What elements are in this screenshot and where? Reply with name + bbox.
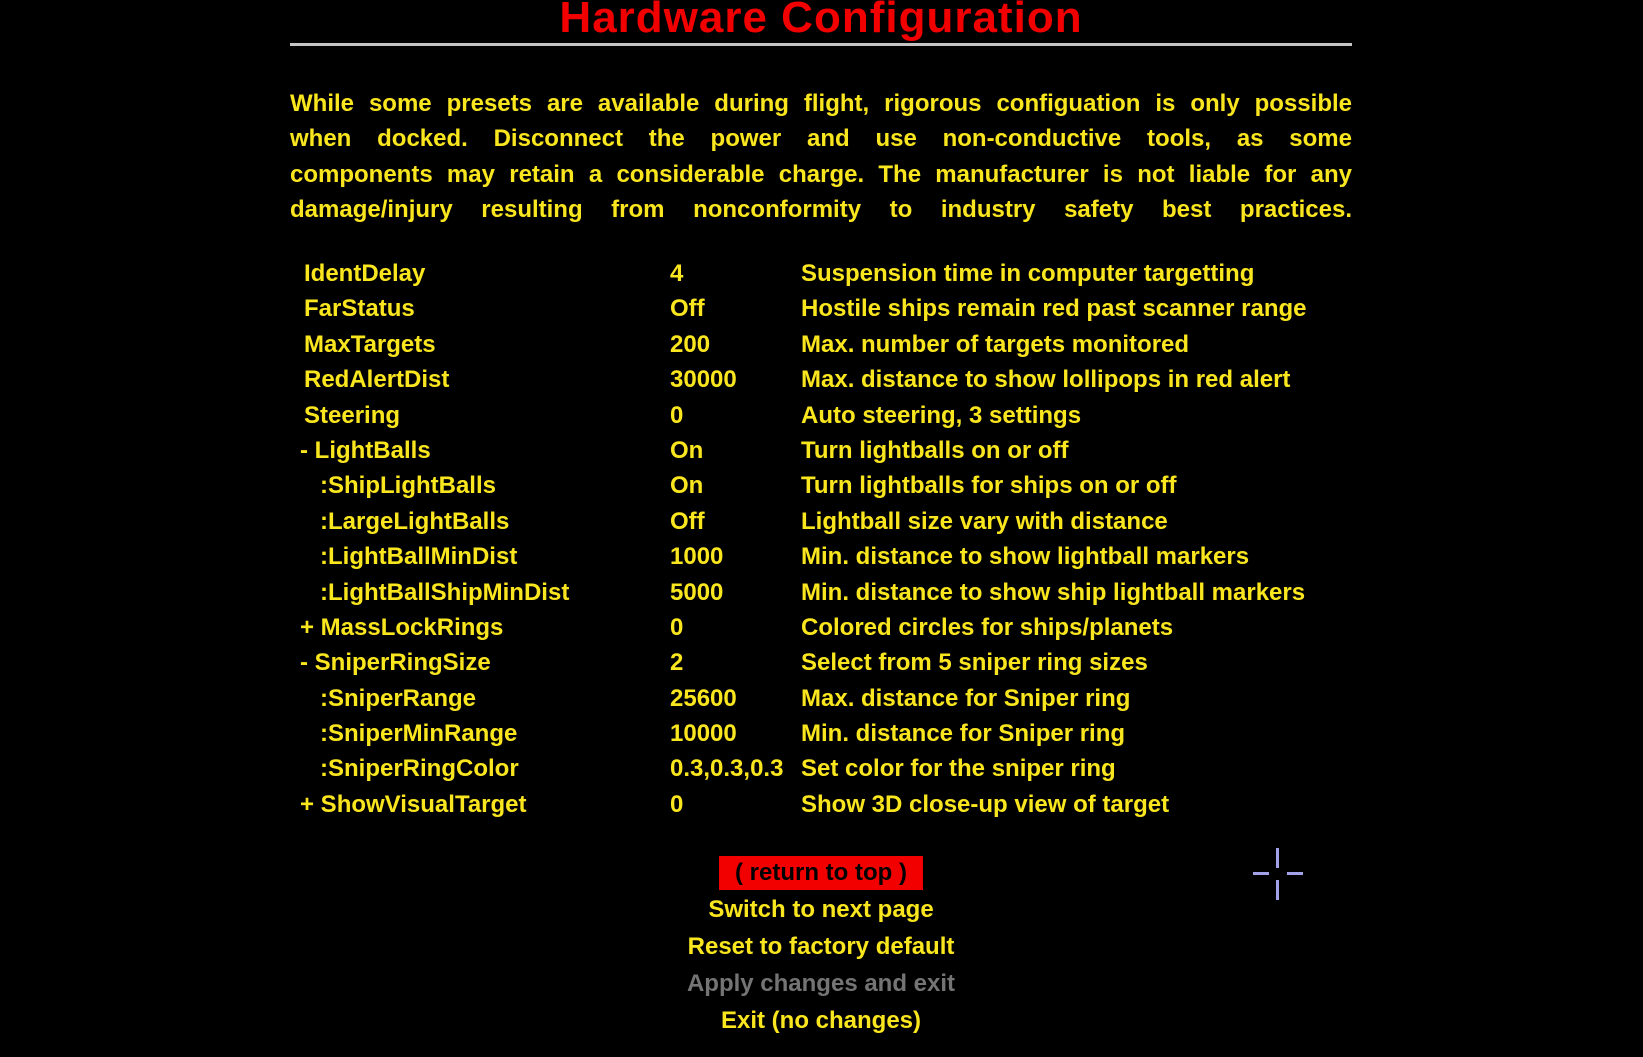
setting-value: 2 xyxy=(670,649,684,677)
setting-row-sniperringsize[interactable] xyxy=(290,645,1352,680)
setting-row-sniperminrange[interactable] xyxy=(290,716,1352,751)
crosshair-left-arm xyxy=(1253,872,1269,875)
setting-desc: Select from 5 sniper ring sizes xyxy=(801,649,1148,677)
setting-name: FarStatus xyxy=(304,295,415,323)
setting-name: - LightBalls xyxy=(300,436,431,464)
setting-name: :SniperRingColor xyxy=(320,755,519,783)
setting-row-identdelay[interactable] xyxy=(290,256,1352,291)
setting-name: + MassLockRings xyxy=(300,613,504,641)
crosshair-right-arm xyxy=(1287,872,1303,875)
setting-desc: Lightball size vary with distance xyxy=(801,507,1168,535)
menu-item-exit-no-changes[interactable]: Exit (no changes) xyxy=(720,1007,922,1034)
setting-row-farstatus[interactable] xyxy=(290,291,1352,326)
setting-name: MaxTargets xyxy=(304,330,436,358)
menu-item-label: ( return to top ) xyxy=(719,856,923,890)
setting-name: :SniperMinRange xyxy=(320,720,518,748)
intro-line: damage/injury resulting from nonconformity to industry safety best practices. xyxy=(290,196,1352,224)
setting-name: :ShipLightBalls xyxy=(320,472,496,500)
setting-value: 25600 xyxy=(670,684,737,712)
setting-name: RedAlertDist xyxy=(304,366,450,394)
title-divider xyxy=(290,43,1352,46)
setting-desc: Max. distance to show lollipops in red alert xyxy=(801,366,1291,394)
settings-table xyxy=(290,256,1352,822)
setting-value: Off xyxy=(670,507,705,535)
content-area xyxy=(290,0,1352,1057)
bottom-menu xyxy=(290,856,1352,1041)
setting-desc: Colored circles for ships/planets xyxy=(801,613,1174,641)
setting-desc: Turn lightballs on or off xyxy=(801,436,1069,464)
setting-desc: Show 3D close-up view of target xyxy=(801,790,1170,818)
setting-name: :LightBallMinDist xyxy=(320,543,518,571)
setting-row-steering[interactable] xyxy=(290,398,1352,433)
intro-line: when docked. Disconnect the power and use non-conductive tools, as some xyxy=(290,125,1352,153)
setting-desc: Min. distance to show ship lightball markers xyxy=(801,578,1306,606)
setting-value: On xyxy=(670,472,704,500)
setting-name: :SniperRange xyxy=(320,684,477,712)
setting-row-masslockrings[interactable] xyxy=(290,610,1352,645)
setting-row-sniperrange[interactable] xyxy=(290,681,1352,716)
setting-name: :LargeLightBalls xyxy=(320,507,510,535)
crosshair-cursor xyxy=(1253,848,1303,900)
setting-desc: Suspension time in computer targetting xyxy=(801,260,1255,287)
setting-value: 30000 xyxy=(670,366,737,394)
setting-value: 0.3,0.3,0.3 xyxy=(670,755,784,783)
setting-value: 0 xyxy=(670,790,684,818)
setting-value: 4 xyxy=(670,260,684,287)
crosshair-top-arm xyxy=(1276,848,1279,868)
menu-item-switch-next-page[interactable]: Switch to next page xyxy=(708,896,934,923)
setting-value: 0 xyxy=(670,613,684,641)
setting-value: On xyxy=(670,436,704,464)
setting-desc: Hostile ships remain red past scanner range xyxy=(801,295,1307,323)
setting-value: 10000 xyxy=(670,720,737,748)
setting-desc: Set color for the sniper ring xyxy=(801,755,1116,783)
setting-desc: Turn lightballs for ships on or off xyxy=(801,472,1177,500)
menu-item-return-to-top[interactable] xyxy=(290,856,1352,890)
setting-name: IdentDelay xyxy=(304,260,426,287)
setting-name: :LightBallShipMinDist xyxy=(320,578,570,606)
intro-paragraph xyxy=(290,86,1352,228)
setting-desc: Max. distance for Sniper ring xyxy=(801,684,1131,712)
setting-row-redalertdist[interactable] xyxy=(290,362,1352,397)
setting-row-largelightballs[interactable] xyxy=(290,504,1352,539)
setting-name: + ShowVisualTarget xyxy=(300,790,527,818)
setting-desc: Max. number of targets monitored xyxy=(801,330,1190,358)
setting-value: 5000 xyxy=(670,578,724,606)
setting-row-lightballshipmindist[interactable] xyxy=(290,575,1352,610)
setting-value: 200 xyxy=(670,330,711,358)
setting-row-showvisualtarget[interactable] xyxy=(290,787,1352,822)
intro-line: While some presets are available during flight, rigorous configuation is only possible xyxy=(290,90,1352,117)
setting-row-lightballmindist[interactable] xyxy=(290,539,1352,574)
setting-name: - SniperRingSize xyxy=(300,649,491,677)
setting-row-maxtargets[interactable] xyxy=(290,327,1352,362)
setting-row-sniperringcolor[interactable] xyxy=(290,751,1352,786)
setting-value: 1000 xyxy=(670,543,724,571)
setting-value: 0 xyxy=(670,401,684,429)
setting-desc: Min. distance for Sniper ring xyxy=(801,720,1126,748)
setting-row-lightballs[interactable] xyxy=(290,433,1352,468)
intro-line: components may retain a considerable charge. The manufacturer is not liable for any xyxy=(290,160,1352,188)
crosshair-bottom-arm xyxy=(1276,880,1279,900)
setting-name: Steering xyxy=(304,401,401,429)
menu-item-apply-changes-exit: Apply changes and exit xyxy=(686,970,956,997)
setting-desc: Auto steering, 3 settings xyxy=(801,401,1082,429)
setting-desc: Min. distance to show lightball markers xyxy=(801,543,1250,571)
menu-item-reset-factory-default[interactable]: Reset to factory default xyxy=(687,933,955,960)
setting-value: Off xyxy=(670,295,705,323)
setting-row-shiplightballs[interactable] xyxy=(290,468,1352,503)
page-title: Hardware Configuration xyxy=(559,0,1083,42)
